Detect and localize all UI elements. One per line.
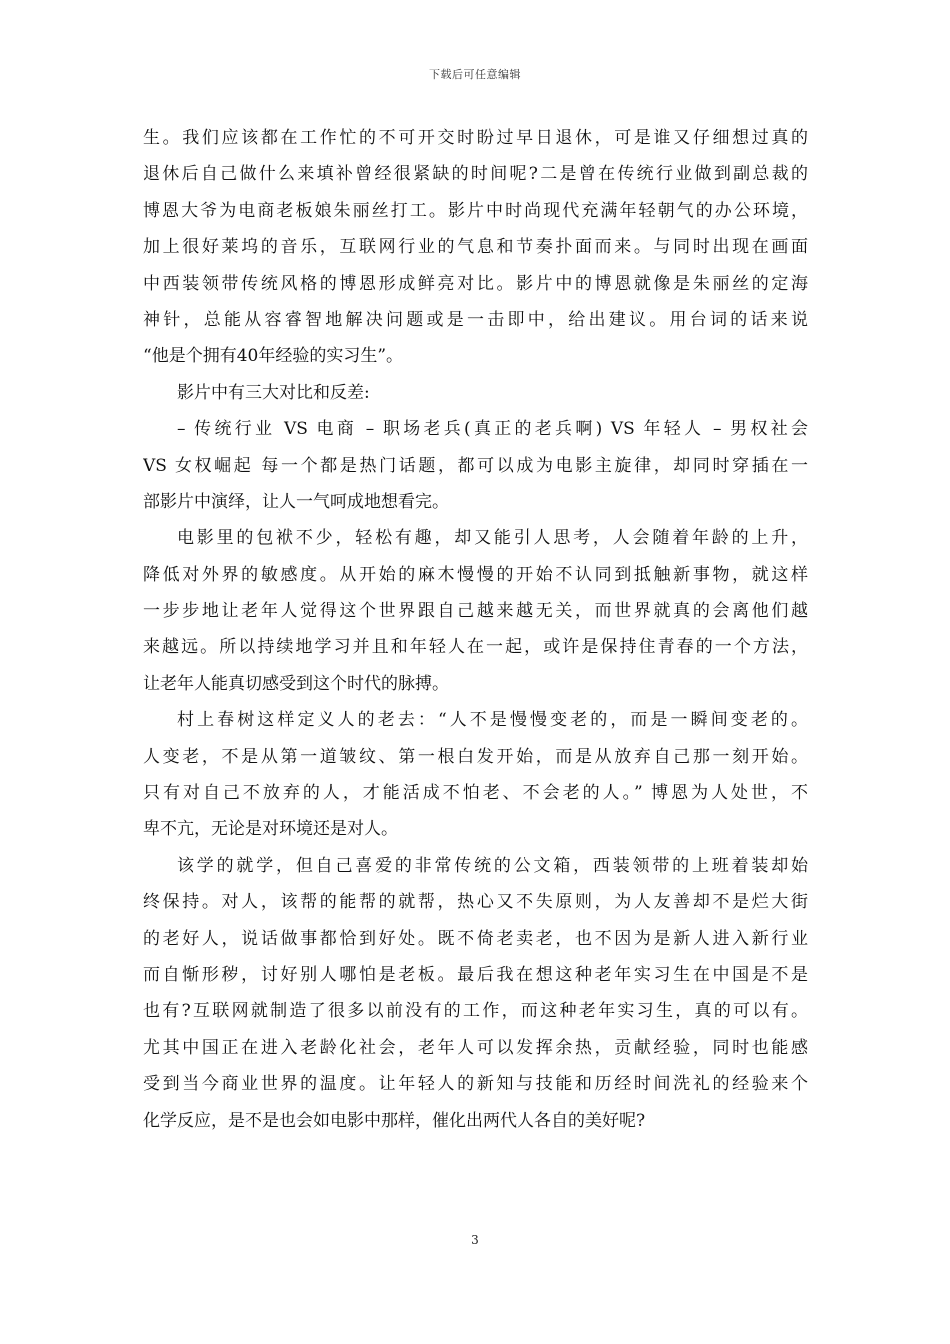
text-line: 中西装领带传统风格的博恩形成鲜亮对比。影片中的博恩就像是朱丽丝的定海 bbox=[143, 273, 808, 294]
text-line: 一步步地让老年人觉得这个世界跟自己越来越无关，而世界就真的会离他们越 bbox=[143, 601, 808, 622]
text-line: 电影里的包袱不少，轻松有趣，却又能引人思考，人会随着年龄的上升， bbox=[177, 528, 808, 549]
text-line: 终保持。对人，该帮的能帮的就帮，热心又不失原则，为人友善却不是烂大街 bbox=[143, 892, 808, 913]
text-line: 尤其中国正在进入老龄化社会，老年人可以发挥余热，贡献经验，同时也能感 bbox=[143, 1037, 808, 1058]
text-line: 退休后自己做什么来填补曾经很紧缺的时间呢?二是曾在传统行业做到副总裁的 bbox=[143, 164, 808, 185]
paragraph-heading: 影片中有三大对比和反差: bbox=[177, 382, 370, 403]
text-line: 的老好人，说话做事都恰到好处。既不倚老卖老，也不因为是新人进入新行业 bbox=[143, 928, 808, 949]
text-line: 该学的就学，但自己喜爱的非常传统的公文箱，西装领带的上班着装却始 bbox=[177, 855, 808, 876]
text-line: 村上春树这样定义人的老去：“人不是慢慢变老的，而是一瞬间变老的。 bbox=[177, 710, 808, 731]
text-line: 加上很好莱坞的音乐，互联网行业的气息和节奏扑面而来。与同时出现在画面 bbox=[143, 237, 808, 258]
text-line: 降低对外界的敏感度。从开始的麻木慢慢的开始不认同到抵触新事物，就这样 bbox=[143, 564, 808, 585]
text-line: 只有对自己不放弃的人，才能活成不怕老、不会老的人。” 博恩为人处世，不 bbox=[143, 783, 808, 804]
text-line: 部影片中演绎，让人一气呵成地想看完。 bbox=[143, 491, 449, 512]
text-line: 人变老，不是从第一道皱纹、第一根白发开始，而是从放弃自己那一刻开始。 bbox=[143, 746, 808, 767]
text-line: 来越远。所以持续地学习并且和年轻人在一起，或许是保持住青春的一个方法， bbox=[143, 637, 808, 658]
document-body bbox=[143, 120, 808, 1139]
text-line: “他是个拥有40年经验的实习生”。 bbox=[143, 346, 404, 367]
text-line: 化学反应，是不是也会如电影中那样，催化出两代人各自的美好呢? bbox=[143, 1110, 646, 1131]
text-line: 也有?互联网就制造了很多以前没有的工作，而这种老年实习生，真的可以有。 bbox=[143, 1001, 808, 1022]
page-header: 下载后可任意编辑 bbox=[429, 68, 521, 81]
text-line: 神针，总能从容睿智地解决问题或是一击即中，给出建议。用台词的话来说 bbox=[143, 309, 808, 330]
text-line: 而自惭形秽，讨好别人哪怕是老板。最后我在想这种老年实习生在中国是不是 bbox=[143, 964, 808, 985]
text-line: VS 女权崛起 每一个都是热门话题，都可以成为电影主旋律，却同时穿插在一 bbox=[143, 455, 808, 476]
text-line: 让老年人能真切感受到这个时代的脉搏。 bbox=[143, 673, 449, 694]
text-line: 卑不亢，无论是对环境还是对人。 bbox=[143, 819, 398, 840]
text-line: – 传统行业 VS 电商 – 职场老兵(真正的老兵啊) VS 年轻人 – 男权社会 bbox=[177, 419, 808, 440]
text-line: 博恩大爷为电商老板娘朱丽丝打工。影片中时尚现代充满年轻朝气的办公环境， bbox=[143, 200, 808, 221]
text-line: 生。我们应该都在工作忙的不可开交时盼过早日退休，可是谁又仔细想过真的 bbox=[143, 128, 808, 148]
text-line: 受到当今商业世界的温度。让年轻人的新知与技能和历经时间洗礼的经验来个 bbox=[143, 1074, 808, 1095]
page-number: 3 bbox=[471, 1233, 479, 1247]
